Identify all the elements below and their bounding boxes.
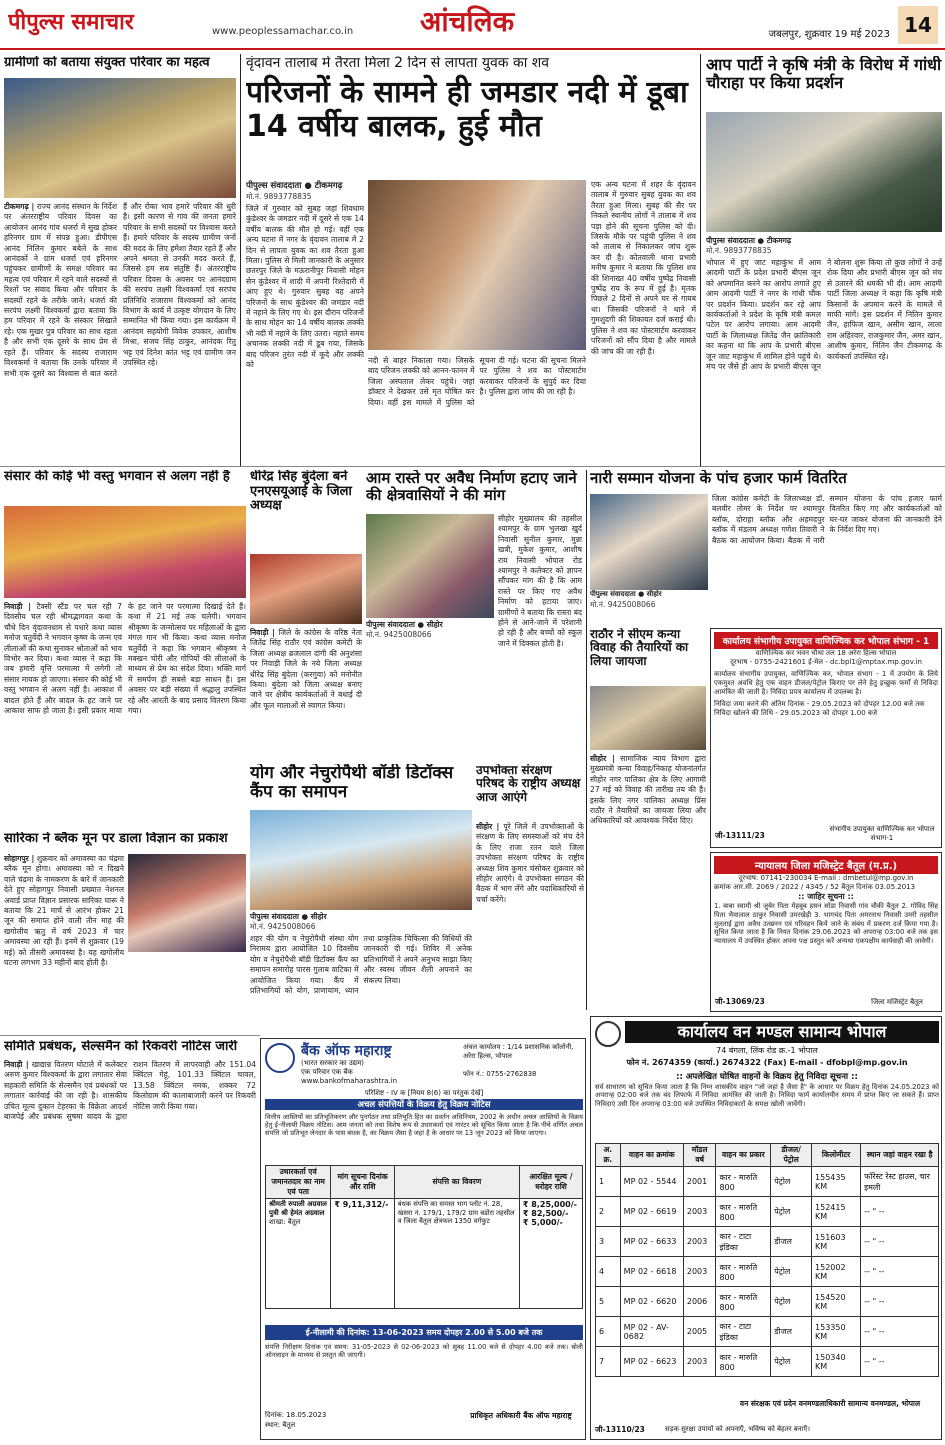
ad-commercial-tax (710, 628, 942, 848)
page-number: 14 (898, 6, 938, 44)
sign: प्राधिकृत अधिकारी बैंक ऑफ महाराष्ट्र (470, 1411, 572, 1420)
byline: पीपुल्स संवाददाता ● सीहोर (366, 620, 443, 629)
ad-open: निविदा खोलने की तिथि - 29.05.2023 को दोपहर 1.00 बजे (714, 709, 878, 717)
place: टीकमगढ़ | (4, 202, 35, 211)
headline: योग और नेचुरोपैथी बॉडी डिटॉक्स कैंप का समापन (250, 764, 454, 803)
ad-title: न्यायालय जिला मजिस्ट्रेट बैतूल (म.प्र.) (714, 856, 938, 874)
subtitle: :: अपलेखित घोषित वाहनों के विक्रय हेतु निविदा सूचना :: (676, 1072, 858, 1082)
ad-title: कार्यालय संभागीय उपायुक्त वाणिज्यिक कर भोपाल संभाग - 1 (714, 632, 938, 649)
vehicle-cell: -- " -- (861, 1317, 939, 1347)
body: वित्तीय आस्तियों का प्रतिभूतिकरण और पुनर्गठन तथा प्रतिभूति हित का प्रवर्तन अधिनियम, 2002 के अधीन अचल आस्तियों के विक्रय हेतु ई-नीलामी विक्रय नोटिस। आम जनता को तथा विशेष रूप से उधारकर्ता एवं गारंटर को सूचित किया जाता है कि नीचे वर्णित अचल संपत्ति जो प्रतिभूत लेनदार के पास बंधक है, का विक्रय जैसा है जहां है के आधार पर 13 जून 2023 को किया जाएगा। (265, 1113, 583, 1138)
vehicle-cell: 150340 KM (812, 1347, 861, 1377)
vehicle-row (596, 1197, 939, 1227)
address: 74 बंगला, लिंक रोड क्र.-1 भोपाल (716, 1046, 818, 1055)
vehicle-cell: कार - टाटा इंडिका (716, 1227, 771, 1257)
story-nsui (250, 470, 362, 760)
photo (706, 112, 942, 232)
vehicle-cell: फॉरेस्ट रेस्ट हाउस, चार इमली (861, 1167, 939, 1197)
body-text: टैक्सी स्टैंड पर चल रही 7 दिवसीय चल रही श्रीमद्भागवत कथा के चौथे दिन वृंदावनधाम से पधारे कथा व्यास मनोज चतुर्वेदी ने भगवान कृष्ण के जन्म एवं लीलाओं की कथा सुनाकर श्रोताओं को भाव विभोर कर दिया। कथा व्यास ने कहा कि जब हमारी वृत्ति परमात्मा में लगेगी तो संसार मायक हो जाएगा। संसार की कोई भी वस्तु भगवान से अलग नहीं है। आकाश में बादल होते हैं और बादल के हट जाने पर आकाश साफ हो जाता है। इसी प्रकार माया के हट जाने पर परमात्मा दिखाई देते हैं। कथा में 21 मई तक चलेगी। भगवान श्रीकृष्ण के जन्मोत्सव पर महिलाओं के द्वारा मंगल गान भी किया। कथा व्यास मनोज चतुर्वेदी ने कहा कि भगवान श्रीकृष्ण ने मक्खन चोरी और गोपियों की लीलाओं के माध्यम से प्रेम का संदेश दिया। भक्ति मार्ग में समर्पण ही सबसे बड़ा साधन है। इस अवसर पर बड़ी संख्या में श्रद्धालु उपस्थित रहे और आरती के बाद प्रसाद वितरण किया गया। (4, 602, 246, 716)
place: स्थान: बैतूल (265, 1421, 296, 1429)
story-family (4, 56, 236, 464)
body (590, 754, 706, 1012)
vehicle-cell: 155435 KM (812, 1167, 861, 1197)
photo (368, 180, 586, 350)
vehicle-cell: -- " -- (861, 1287, 939, 1317)
vehicle-cell: 2003 (683, 1257, 716, 1287)
story-samiti (4, 1040, 256, 1440)
body: भोपाल में हुए जाट महाकुंभ में आम आदमी पार्टी के प्रदेश प्रभारी बीएस जून को अपमानित करने का आरोप लगाते हुए आम आदमी पार्टी ने नगर के गांधी चौक पर प्रदर्शन किया। प्रदर्शन कर रहे आप कार्यकर्ताओं ने प्रदेश के कृषि मंत्री कमल पटेल पर आरोप लगाया। आम आदमी पार्टी के जिलाध्यक्ष जितेंद्र जैन क्रांतिकारी का कहना था कि आप के प्रभारी बीएस जून जाट महाकुंभ में शामिल होने पहुंचे थे। मंच पर जैसे ही आप के प्रभारी बीएस जून ने बोलना शुरू किया तो कुछ लोगों ने उन्हें रोक दिया और प्रभारी बीएस जून को मंच से उतारने की धमकी भी दी। आम आदमी पार्टी जिला अध्यक्ष ने कहा कि कृषि मंत्री किसानों के अपमान करने के मामले में माफी मांगें। इस प्रदर्शन में नितिन कुमार जैन, हाफिज खान, असीम खान, लाला राम अहिरवार, राजकुमार जैन, अमर खान, आशीष कुमार, नितिन जैन टीकमगढ़ के कार्यकर्ता उपस्थित रहे। (706, 258, 942, 372)
vehicle-cell: MP 02 - 5544 (620, 1167, 683, 1197)
vehicle-cell: 2005 (683, 1317, 716, 1347)
vehicle-cell: पेट्रोल (771, 1257, 812, 1287)
vehicle-cell: -- " -- (861, 1227, 939, 1257)
body-text: पूरे जिले में उपभोक्ताओं के संरक्षण के लिए समस्याओं को मंच देने के लिए राजा रतन वाले जिला उपभोक्ता संरक्षण परिषद के राष्ट्रीय अध्यक्ष शिव कुमार चंसोकर शुक्रवार को सीहोर आएंगे। वे उपभोक्ता संगठन की बैठक में भाग लेंगे और पदाधिकारियों से चर्चा करेंगे। (476, 822, 584, 904)
title: अचल संपत्तियों के विक्रय हेतु विक्रय नोटिस (265, 1099, 583, 1110)
story-sarika (4, 832, 246, 1032)
body: सीहोर मुख्यालय की तहसील श्यामपुर के ग्राम भुलखा खुर्द निवासी सुनील कुमार, मुन्ना खत्री, मुकेश कुमार, आशीष राय निवासी भोपाल रोड श्यामपुर ने कलेक्टर को ज्ञापन सौंपकर मांग की है कि आम रास्ते पर किए गए अवैध निर्माण को हटाया जाए। ग्रामीणों ने बताया कि रास्ता बंद होने से आने-जाने में परेशानी हो रही है और बच्चों को स्कूल जाने में दिक्कत होती है। (498, 514, 582, 648)
mobile: मो.नं. 9425008066 (366, 630, 432, 639)
th-borrower: उधारकर्ता एवं जमानतदार का नाम एवं पता (266, 1166, 331, 1199)
vehicle-cell: पेट्रोल (771, 1197, 812, 1227)
ad-contact: दूरभाष: 07141-230034 E-mail : dmbetul@mp.gov.in (738, 874, 914, 882)
vehicle-cell: MP 02 - 6633 (620, 1227, 683, 1257)
date: दिनांक: 18.05.2023 (265, 1411, 327, 1419)
vehicle-cell: 5 (596, 1287, 621, 1317)
ad-title: कार्यालय वन मण्डल सामान्य भोपाल (625, 1021, 939, 1043)
body (4, 602, 246, 826)
vehicle-cell: 154520 KM (812, 1287, 861, 1317)
vehicle-cell: 152002 KM (812, 1257, 861, 1287)
byline: पीपुल्स संवाददाता ● टीकमगढ़ (246, 181, 343, 191)
vehicle-table (595, 1143, 939, 1377)
bank-tagline: एक परिवार एक बैंक (301, 1068, 353, 1076)
vehicle-cell: डीजल (771, 1227, 812, 1257)
slogan: सड़क सुरक्षा उपायों को अपनाएँ, भविष्य को बेहतर बनाएँ। (665, 1425, 811, 1433)
photo (250, 810, 472, 910)
body-text: शुक्रवार को अमावस्या का चंद्रमा ब्लैक मून होगा। अमावस्या को न दिखने वाले चंद्रमा के नामकरण के बारे में जानकारी देते हुए सोहागपुर निवासी प्रख्यात नेशनल अवार्ड प्राप्त विज्ञान प्रसारक सारिका घारू ने बताया कि 21 मार्च से आरंभ होकर 21 जून की समाप्त होने वाली तीन माह की खगोलीय ऋतु में वर्ष 2023 में चार अमावस्या आ रही हैं। इनमें से शुक्रवार (19 मई) को तीसरी अमावस्या है। यह खगोलीय घटना लगभग 33 महीनों बाद होती है। (4, 854, 124, 968)
footer: संपत्ति निरीक्षण दिनांक एवं समय: 31-05-2023 से 02-06-2023 को सुबह 11.00 बजे से दोपहर 4.00 बजे तक। बोली ऑनलाइन के माध्यम से प्रस्तुत की जाएगी। (265, 1343, 583, 1360)
ad-sign: संभागीय उपायुक्त वाणिज्यिक कर भोपाल संभाग-1 (829, 825, 935, 842)
vehicle-cell: कार - मारुति 800 (716, 1287, 771, 1317)
vehicle-cell: 2006 (683, 1287, 716, 1317)
section-title: आंचलिक (420, 5, 515, 38)
story-bhagwan (4, 470, 246, 826)
headline: राठौर ने सीएम कन्या विवाह की तैयारियों का लिया जायजा (590, 628, 689, 668)
borrower: श्रीमती रुपाली अग्रवाल पुत्री श्री हेमंत अग्रवाल (269, 1200, 327, 1217)
th-reserve: आरक्षित मूल्य / धरोहर राशि (519, 1166, 582, 1199)
sign: वन संरक्षक एवं प्रदेन वनमण्डलाधिकारी सामान्य वनमण्डल, भोपाल (739, 1399, 921, 1408)
vehicle-cell: 7 (596, 1347, 621, 1377)
vehicle-cell: 6 (596, 1317, 621, 1347)
story-encroach (366, 470, 582, 760)
vehicle-cell: कार - टाटा इंडिका (716, 1317, 771, 1347)
masthead (0, 0, 945, 50)
story-yoga (250, 764, 472, 1034)
vehicle-cell: 2003 (683, 1197, 716, 1227)
reserve: ₹ 8,25,000/- (522, 1200, 577, 1209)
vehicle-cell: 3 (596, 1227, 621, 1257)
vehicle-cell: पेट्रोल (771, 1167, 812, 1197)
body-text: खाद्यान्न वितरण घोटाले में कलेक्टर अरुण कुमार विश्वकर्मा के द्वारा लगातार सेवा सहकारी समिति के सेल्समैन एवं प्रबंधकों पर लगातार कार्रवाई की जा रही है। शासकीय उचित मूल्य दुकान टेहरका के विक्रेता आदर्श बाजपेई और प्रबंधक सुषमा यादव के द्वारा राशन वितरण में लापरवाही और 151.04 क्विंटल गेहूं, 101.33 क्विंटल चावल, 13.58 क्विंटल नमक, शक्कर 72 किलोग्राम की कालाबाजारी करने पर रिकवरी नोटिस जारी किया गया। (4, 1060, 256, 1122)
headline: आप पार्टी ने कृषि मंत्री के विरोध में गांधी चौराहा पर किया प्रदर्शन (706, 56, 942, 92)
byline: पीपुल्स संवाददाता ● सीहोर (590, 590, 662, 598)
mobile: मो.नं. 9893778835 (246, 192, 312, 201)
bank-web: www.bankofmaharashtra.in (301, 1077, 398, 1085)
place: सीहोर | (590, 754, 615, 763)
photo (590, 686, 706, 750)
td-property: बंधक संपत्ति का समस्त भाग प्लॉट नं. 28, खसरा नं. 179/1, 179/2 ग्राम बडोरा तहसील व जिला बैतूल क्षेत्रफल 1350 वर्गफुट (394, 1199, 519, 1309)
ad-ref: जी-13111/23 (715, 831, 765, 840)
forest-logo (595, 1021, 621, 1047)
ad-notice: :: जाहिर सूचना :: (798, 892, 854, 901)
body (4, 854, 124, 1032)
headline: ग्रामीणों को बताया संयुक्त परिवार का महत्व (4, 56, 210, 70)
vehicle-col-4: डीजल/ पेट्रोल (771, 1144, 812, 1167)
place: सोहागपुर | (4, 854, 35, 863)
vehicle-cell: 4 (596, 1257, 621, 1287)
mobile: मो.नं. 9425008066 (250, 922, 316, 931)
bank-tag: (भारत सरकार का उद्यम) (301, 1059, 364, 1067)
vehicle-cell: पेट्रोल (771, 1287, 812, 1317)
headline: नारी सम्मान योजना के पांच हजार फार्म वितरित (590, 470, 847, 487)
vehicle-cell: 153350 KM (812, 1317, 861, 1347)
photo (4, 78, 236, 198)
vehicle-cell: 2001 (683, 1167, 716, 1197)
td-borrower (266, 1199, 331, 1309)
ad-case: क्रमांक आर.सी. 2069 / 2022 / 4345 / 52 बैतूल दिनांक 03.05.2013 (714, 883, 916, 891)
headline: सारिका ने ब्लैक मून पर डाला विज्ञान का प्रकाश (4, 832, 228, 846)
vehicle-col-6: स्थान जहां वाहन रखा है (861, 1144, 939, 1167)
td-amount: ₹ 9,11,312/- (331, 1199, 394, 1309)
body (250, 628, 362, 760)
place: निवाड़ी | (4, 1060, 29, 1069)
increment: ₹ 5,000/- (522, 1218, 563, 1227)
byline: पीपुल्स संवाददाता ● टीकमगढ़ (706, 236, 792, 245)
th-property: संपत्ति का विवरण (394, 1166, 519, 1199)
vehicle-col-3: वाहन का प्रकार (716, 1144, 771, 1167)
ad-bank (260, 1038, 586, 1440)
story-consumer (476, 764, 584, 1034)
body: जिला कांग्रेस कमेटी के जिलाध्यक्ष डॉ. बलवीर तोमर के निर्देश पर श्यामपुर ब्लॉक, दोराहा ब्लॉक और अहमदपुर ब्लॉक में मंडलम अध्यक्ष गणेश तिवारी ने बैठक का आयोजन किया। बैठक में नारी सम्मान योजना के पांच हजार फार्म वितरित किए गए और कार्यकर्ताओं को घर-घर जाकर योजना की जानकारी देने के निर्देश दिए गए। (712, 494, 942, 545)
ad-body: कार्यालय संभागीय उपायुक्त, वाणिज्यिक कर, भोपाल संभाग - 1 में उपयोग के लिये एकमुश्त अवधि हेतु एक वाहन डीजल/पेट्रोल किराए पर लेने हेतु इच्छुक फर्मों से निविदा आमंत्रित की जाती है। निविदा प्रपत्र कार्यालय में उपलब्ध है। (714, 670, 938, 696)
brand-name: पीपुल्स समाचार (8, 10, 134, 35)
vehicle-cell: 2 (596, 1197, 621, 1227)
vehicle-col-5: किलोमीटर (812, 1144, 861, 1167)
headline: संसार की कोई भी वस्तु भगवान से अलग नहीं है (4, 470, 230, 484)
vehicle-row (596, 1287, 939, 1317)
vehicle-cell: कार - मारुति 800 (716, 1167, 771, 1197)
byline: पीपुल्स संवाददाता ● सीहोर (250, 912, 327, 921)
story-aap (706, 56, 942, 464)
vehicle-cell: MP 02 - AV-0682 (620, 1317, 683, 1347)
body (4, 1060, 256, 1440)
vehicle-row (596, 1257, 939, 1287)
vehicle-cell: 1 (596, 1167, 621, 1197)
story-rathore (590, 628, 706, 1012)
auction: ई-नीलामी की दिनांक: 13-06-2023 समय दोपहर 2.00 से 5.00 बजे तक (265, 1325, 583, 1340)
photo (590, 494, 708, 590)
body-text: जिले के कांग्रेस के वरिष्ठ नेता जितेंद्र सिंह राठौर एवं कांग्रेस कमेटी के जिला अध्यक्ष ब्रजलाल दांगी की अनुशंसा पर निवाड़ी जिले के नये जिला अध्यक्ष धीरेंद्र सिंह बुंदेला (करगुवा) को मनोनीत किया। बुंदेला को जिला अध्यक्ष बनाए जाने पर क्षेत्रीय कार्यकर्ताओं ने बधाई दी और फूल मालाओं से स्वागत किया। (250, 628, 362, 710)
vehicle-cell: 2003 (683, 1347, 716, 1377)
ad-sign: जिला मजिस्ट्रेट बैतूल (871, 998, 923, 1006)
mobile: मो.नं. 9893778835 (706, 246, 772, 255)
body-text: सामाजिक न्याय विभाग द्वारा मुख्यमंत्री कन्या विवाह/निकाह योजनांतर्गत सीहोर नगर पालिका क्षेत्र के लिए आगामी 27 मई को विवाह की तारीख तय की है। इसके लिए नगर पालिका अध्यक्ष प्रिंस राठौर ने तैयारियों का जायजा लिया और अधिकारियों को आवश्यक निर्देश दिए। (590, 754, 706, 826)
headline: धीरेंद्र सिंह बुंदेला बने एनएसयूआई के जिला अध्यक्ष (250, 470, 352, 514)
headline: समिति प्रबंधक, सेल्समैन को रिकवरी नोटिस जारी (4, 1040, 238, 1054)
th-demand: मांग सूचना दिनांक और राशि (331, 1166, 394, 1199)
website: www.peoplessamachar.co.in (212, 26, 354, 37)
col-2: नदी से बाहर निकाला गया। जिसके बाद परिजन लक्की को आनन-फानन में जिला अस्पताल लेकर पहुंचे। जहां डॉक्टर ने देखकर उसे मृत घोषित कर दिया। वहीं इस मामले में पुलिस को सूचना दी गई। घटना की सूचना मिलने पर पुलिस ने शव का पोस्टमार्टम करवाकर परिजनों के सुपुर्द कर दिया है। पुलिस द्वारा जांच की जा रही है। (368, 356, 586, 407)
vehicle-col-1: वाहन का क्रमांक (620, 1144, 683, 1167)
vehicle-row (596, 1227, 939, 1257)
col-3: एक अन्य घटना में शहर के वृंदावन तालाब में गुरुवार सुबह युवक का शव तैरता हुआ मिला। सुबह की सैर पर निकले स्थानीय लोगों ने तालाब में शव पड़ा होने की सूचना पुलिस को दी। जिसके मौके पर पहुंची पुलिस ने शव को तालाब से निकालकर जांच शुरू कर दी है। कोतवाली थाना प्रभारी मनीष कुमार ने बताया कि पुलिस शव की शिनाख्त 40 वर्षीय पुष्पेंद्र निवासी पुष्पेंद्र राय के रूप में हुई है। मृतक पिछले 2 दिनों से अपने घर से गायब था। जिसकी परिजनों ने थाने में गुमशुदगी की शिकायत दर्ज कराई थी। पुलिस ने शव का पोस्टमार्टम करवाकर परिजनों को सौंप दिया है और मामले की जांच की जा रही है। (591, 180, 696, 356)
bank-branch: अंचल कार्यालय : 1/14 प्रशासनिक कॉलोनी, अरेरा हिल्स, भोपाल (463, 1043, 574, 1060)
vehicle-cell: 151603 KM (812, 1227, 861, 1257)
body (476, 822, 584, 1034)
vehicle-col-2: मॉडल वर्ष (683, 1144, 716, 1167)
vehicle-row (596, 1347, 939, 1377)
headline: आम रास्ते पर अवैध निर्माण हटाए जाने की क्षेत्रवासियों ने की मांग (366, 470, 577, 504)
ref: जी-13110/23 (595, 1425, 645, 1434)
body (4, 202, 236, 464)
ad-court (710, 852, 942, 1012)
bank-phone: फोन नं.: 0755-2762838 (463, 1070, 537, 1078)
ad-ref: जी-13069/23 (715, 997, 765, 1006)
body: शहर की योग व नेचुरोपैथी संस्था योग निरामय द्वारा आयोजित 10 दिवसीय योग व नेचुरोपैथी बॉडी डिटॉक्स कैंप का समापन समारोह पारस गुलाब वाटिका में आयोजित किया गया। कैंप में प्रतिभागियों को योग, प्राणायाम, ध्यान तथा प्राकृतिक चिकित्सा की विधियों की जानकारी दी गई। शिविर में अनेक प्रतिभागियों ने अपने अनुभव साझा किए और स्वस्थ जीवन शैली अपनाने का संकल्प लिया। (250, 934, 472, 996)
vehicle-cell: पेट्रोल (771, 1347, 812, 1377)
ad-contact: दूरभाष - 0755-2421601 ई-मेल - dc.bpl1@mptax.mp.gov.in (730, 658, 922, 666)
appendix: परिशिष्ट - IV क [नियम 8(6) का परंतुक देखें] (364, 1089, 484, 1097)
ad-forest (590, 1016, 942, 1440)
place: निवाड़ी | (250, 628, 275, 637)
vehicle-cell: -- " -- (861, 1257, 939, 1287)
vehicle-cell: MP 02 - 6619 (620, 1197, 683, 1227)
headline: परिजनों के सामने ही जमडार नदी में डूबा 14 वर्षीय बालक, हुई मौत (246, 74, 688, 145)
vehicle-row (596, 1317, 939, 1347)
vehicle-cell: डीजल (771, 1317, 812, 1347)
bank-logo (265, 1043, 295, 1073)
vehicle-cell: MP 02 - 6618 (620, 1257, 683, 1287)
vehicle-cell: -- " -- (861, 1347, 939, 1377)
vehicle-cell: MP 02 - 6620 (620, 1287, 683, 1317)
branch-name: शाखा: बैतूल (269, 1218, 301, 1226)
td-reserve (519, 1199, 582, 1309)
vehicle-cell: कार - मारुति 800 (716, 1257, 771, 1287)
kicker: वृंदावन तालाब में तैरता मिला 2 दिन से लापता युवक का शव (246, 56, 550, 71)
photo (250, 554, 362, 624)
body-text: राज्य आनंद संस्थान के निर्देश पर अंतरराष्ट्रीय परिवार दिवस का आयोजन आनंद गांव धजर्रा में सुख होकर हरिनगर ग्राम में संपन्न हुआ। डीपीएस आनंद निलिन कुमार बबेले के साथ आनंदकों ने ग्राम धजर्रा एवं हरिनगर पहुंचकर ग्रामीणों के समक्ष परिवार का महत्व एवं परिवार में रहने वाले सदस्यों से रिश्तों पर संवाद किया और परिवार के सदस्यों रहने के तरीके जाने। धजर्रा की सरपंच लक्ष्मी विश्वकर्मा द्वारा बताया कि हम परिवार में रहने के संस्कार सिखाते रहे। एक मुखर पुत्र परिवार का साथ रहता है और सभी एक दूसरे के साथ प्रेम से रहते हैं। परिवार के सदस्य राजाराम विश्वकर्मा ने बताया कि उनके परिवार में सभी एक दूसरे का विश्वास से बात करते हैं और रोका भाव हमारे परिवार की धुरी है। इसी कारण से गांव की जनता हमारे परिवार के सभी सदस्यों पर विश्वास करते हैं। हमारे परिवार के सदस्य ग्रामीण जनों की मदद के लिए हमेशा तैयार रहते हैं और अपने श्रमता से उनकी मदद करते हैं, जिससे हम सब संतुष्टि हैं। अंतरराष्ट्रीय परिवार दिवस के अवसर पर आनंदग्राम की सरपंच लक्ष्मी विश्वकर्मा एवं सरपंच प्रतिनिधि राजाराम विश्वकर्मा को आनंद विभाग के कार्य में उत्कृष्ट योगदान के लिए सम्मानित भी किया गया। इस कार्यक्रम में आनंदम सहयोगी विवेक उपकार, आशीष मिश्रा, संजय सिंह ठाकुर, आनंदक रितु भट्ट एवं दिनेश कांत भट्ट एवं ग्रामीण जन उपस्थित रहे। (4, 202, 236, 378)
body: सर्व साधारण को सूचित किया जाता है कि निम्न शासकीय वाहन "जो जहां है जैसा है" के आधार पर विक्रय हेतु दिनांक 24.05.2023 को अपरान्ह 02:00 बजे तक बंद लिफाफे में निविदा आमंत्रित की जाती है। निविदा फार्म कार्यालयीन समय में प्राप्त किए जा सकते हैं। प्राप्त निविदाएं उसी दिन अपरान्ह 03:00 बजे उपस्थित निविदाकारों के समक्ष खोली जावेंगी। (595, 1083, 939, 1108)
place: सीहोर | (476, 822, 500, 831)
mobile: मो.नं. 9425008066 (590, 600, 656, 609)
vehicle-cell: कार - मारुति 800 (716, 1197, 771, 1227)
ad-body: 1. बाबा स्वामी श्री जुबेर पिता मेहबूब हसन सोडा निवासी गांव चौकी बैतूल 2. गोविंद सिंह पिता भैयालाल ठाकुर निवासी उमरखेड़ी 3. भागचंद पिता अमरनाथ निवासी उमरी तहसील मुलताई द्वारा अवैध उत्खनन एवं परिवहन किये जाने के संबंध में प्रकरण दर्ज किया गया है। सूचित किया जाता है कि नियत दिनांक 29.06.2023 को अपरान्ह 03:00 बजे तक इस न्यायालय में उपस्थित होकर अपना पक्ष प्रस्तुत करें अन्यथा एकपक्षीय कार्यवाही की जावेगी। (714, 902, 938, 945)
ad-dates: निविदा जमा करने की अंतिम दिनांक - 29.05.2023 को दोपहर 12.00 बजे तक (714, 700, 925, 708)
bank-table (265, 1165, 583, 1309)
place: निवाड़ी | (4, 602, 32, 611)
vehicle-cell: -- " -- (861, 1197, 939, 1227)
vehicle-cell: MP 02 - 6623 (620, 1347, 683, 1377)
vehicle-cell: 152415 KM (812, 1197, 861, 1227)
story-nari (590, 470, 942, 624)
vehicle-row (596, 1167, 939, 1197)
photo (128, 854, 246, 952)
headline: उपभोक्ता संरक्षण परिषद के राष्ट्रीय अध्यक्ष आज आएंगे (476, 764, 581, 804)
dateline: जबलपुर, शुक्रवार 19 मई 2023 (768, 29, 890, 40)
photo (4, 506, 246, 598)
story-lake (246, 56, 696, 464)
brand-logo (8, 6, 208, 40)
vehicle-cell: 2003 (683, 1227, 716, 1257)
vehicle-cell: कार - मारुति 800 (716, 1347, 771, 1377)
phone: फोन नं. 2674359 (कार्या.) 2674322 (Fax) E-mail - dfobpl@mp.gov.in (626, 1058, 908, 1067)
vehicle-col-0: अ. क्र. (596, 1144, 621, 1167)
ad-sub: वाणिज्यिक कर भवन चौथा तल 18 अरेरा हिल्स भोपाल (755, 649, 897, 657)
col-1: जिले में गुरुवार को सुबह जहां शिवधाम कुंडेश्वर के जमडार नदी में दूसरे से एक 14 वर्षीय बालक की मौत हो गई। वहीं एक अन्य घटना में नगर के वृंदावन तालाब में 2 दिन से लापता युवक का शव तैरता हुआ मिला। पुलिस से मिली जानकारी के अनुसार छतरपुर जिले के मऊरानीपुर निवासी मोहन सेन कुंडेश्वर में शादी में अपनी रिश्तेदारी में आए हुए थे। गुरुवार सुबह वह अपने परिजनों के साथ कुंडेश्वर की जमडार नदी में नहाने के लिए गए थे। इस दौरान परिजनों के साथ मोहन का 14 वर्षीय बालक लक्की भी नदी में नहाने के लिए उतरा। नहाते समय अचानक लक्की नदी में डूब गया, जिसके बाद परिजन तुरंत नदी में कूदे और लक्की को (246, 204, 364, 370)
bank-name: बैंक ऑफ महाराष्ट्र (301, 1043, 392, 1059)
photo (366, 514, 494, 618)
emd: ₹ 82,500/- (522, 1209, 569, 1218)
